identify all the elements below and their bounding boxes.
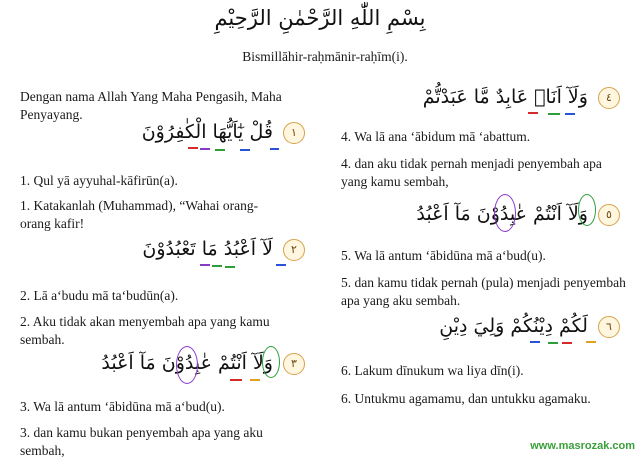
tajwid-mark-blue [276,264,286,266]
ayah-2-translation: 2. Aku tidak akan menyembah apa yang kamu sembah. [20,314,270,347]
ayah-1-arabic [130,121,305,144]
ayah-2-arabic [142,238,305,261]
tajwid-mark-green [548,342,558,344]
ayah-5-text: وَلَآ اَنْتُمْ عٰبِدُوْنَ مَآ اَعْبُدُ [416,203,588,225]
tajwid-ring-green [578,194,596,226]
watermark: www.masrozak.com [530,440,635,452]
ayah-6-latin: 6. Lakum dīnukum wa liya dīn(i). [341,363,524,378]
tajwid-mark-red [528,112,538,114]
tajwid-mark-purple [200,148,210,150]
ayah-3-arabic [101,352,305,375]
intro-translation: Dengan nama Allah Yang Maha Pengasih, Maha Penyayang. [20,89,282,122]
ayah-2-text: لَآ اَعْبُدُ مَا تَعْبُدُوْنَ [142,238,273,260]
ayah-number-3: ٣ [283,353,305,375]
ayah-1-latin: 1. Qul yā ayyuhal-kāfirūn(a). [20,173,178,188]
tajwid-ring-purple [176,346,198,384]
ayah-1-text: قُلْ يٰٓاَيُّهَا الْكٰفِرُوْنَ [141,121,273,143]
ayah-number-5: ٥ [598,204,620,226]
basmalah-latin: Bismillāhir-raḥmānir-raḥīm(i). [242,49,408,64]
ayah-4-translation: 4. dan aku tidak pernah menjadi penyembah apa yang kamu sembah, [341,156,602,189]
ayah-3-translation: 3. dan kamu bukan penyembah apa yang aku sembah, [20,425,263,458]
tajwid-ring-purple [494,194,516,232]
tajwid-mark-green [215,149,225,151]
ayah-6-translation: 6. Untukmu agamamu, dan untukku agamaku. [341,391,591,406]
tajwid-mark-red [230,379,242,381]
ayah-5-latin: 5. Wa lā antum ‘ābidūna mā a‘bud(u). [341,248,546,263]
ayah-number-1: ١ [283,122,305,144]
tajwid-ring-green [262,346,280,378]
ayah-5-arabic [416,203,620,226]
ayah-6-text: لَكُمْ دِيْنُكُمْ وَلِيَ دِيْنِ [439,315,588,337]
ayah-4-latin: 4. Wa lā ana ‘ābidum mā ‘abattum. [341,129,531,144]
tajwid-mark-green [225,266,235,268]
ayah-3-text: وَلَآ اَنْتُمْ عٰبِدُوْنَ مَآ اَعْبُدُ [101,352,273,374]
ayah-5-translation: 5. dan kamu tidak pernah (pula) menjadi penyembah apa yang aku sembah. [341,275,626,308]
tajwid-mark-blue [565,113,575,115]
tajwid-mark-blue [270,148,279,150]
ayah-6-arabic [439,315,620,338]
tajwid-mark-green [212,265,222,267]
ayah-1-translation: 1. Katakanlah (Muhammad), “Wahai orang-orang kafir! [20,198,259,231]
tajwid-mark-purple [200,264,210,266]
ayah-number-4: ٤ [598,87,620,109]
tajwid-mark-green [548,113,560,115]
tajwid-mark-red [188,147,198,149]
tajwid-mark-orange [250,379,260,381]
ayah-number-6: ٦ [598,316,620,338]
ayah-3-latin: 3. Wa lā antum ‘ābidūna mā a‘bud(u). [20,399,225,414]
basmalah-arabic: بِسْمِ اللّٰهِ الرَّحْمٰنِ الرَّحِيْمِ [214,6,426,30]
ayah-number-2: ٢ [283,239,305,261]
tajwid-mark-blue [530,341,540,343]
ayah-4-arabic [422,86,620,109]
ayah-2-latin: 2. Lā a‘budu mā ta‘budūn(a). [20,288,179,303]
tajwid-mark-blue [240,149,250,151]
ayah-4-text: وَلَآ اَنَا۠ عَابِدٌ مَّا عَبَدْتُّمْ [422,86,588,108]
tajwid-mark-orange [586,341,596,343]
tajwid-mark-red [562,342,572,344]
